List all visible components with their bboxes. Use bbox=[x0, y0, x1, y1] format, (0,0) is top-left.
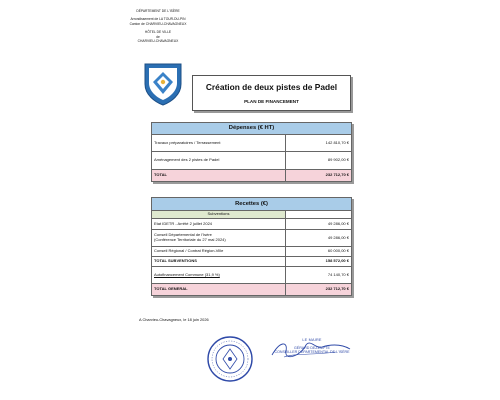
hotel-de-ville-line: HÔTEL DE VILLE bbox=[144, 30, 172, 35]
hotel-de-line: de bbox=[156, 34, 160, 39]
recette-label-multiline bbox=[152, 230, 286, 247]
depenses-table bbox=[151, 122, 352, 182]
total-subventions-row bbox=[152, 257, 352, 267]
recettes-table bbox=[151, 197, 352, 296]
depense-amount: 142 810,70 € bbox=[286, 135, 352, 152]
recette-amount: 49 286,00 € bbox=[286, 230, 352, 247]
total-general-row bbox=[152, 284, 352, 296]
subventions-heading: Subventions bbox=[152, 211, 286, 219]
total-subventions-label: TOTAL SUBVENTIONS bbox=[152, 257, 286, 267]
total-general-label: TOTAL GENERAL bbox=[152, 284, 286, 296]
table-row bbox=[152, 219, 352, 230]
depense-amount: 89 902,00 € bbox=[286, 152, 352, 170]
recette-amount: 49 286,00 € bbox=[286, 219, 352, 230]
depenses-total-label: TOTAL bbox=[152, 170, 286, 182]
recette-label: Etat IDETR - Arrêté 2 juillet 2024 bbox=[152, 219, 286, 230]
autofinancement-label: Autofinancement Commune (31,9 %) bbox=[152, 267, 286, 284]
arrondissement-line: Arrondissement de LA TOUR-DU-PIN bbox=[130, 17, 186, 22]
recette-amount: 60 000,00 € bbox=[286, 247, 352, 257]
document-title: Création de deux pistes de Padel bbox=[205, 82, 338, 92]
table-row bbox=[152, 230, 352, 247]
autofinancement-amount: 74 140,70 € bbox=[286, 267, 352, 284]
table-row bbox=[152, 135, 352, 152]
mayor-role: CONSEILLER DÉPARTEMENTAL DE L'ISÈRE bbox=[274, 350, 350, 354]
table-row bbox=[152, 247, 352, 257]
table-row bbox=[152, 267, 352, 284]
canton-line: Canton de CHARVIEU-CHAVAGNEUX bbox=[129, 21, 187, 26]
table-row bbox=[152, 152, 352, 170]
depenses-heading: Dépenses (€ HT) bbox=[152, 123, 352, 135]
recette-label: Conseil Régional / Contrat Région-Ville bbox=[152, 247, 286, 257]
signoff-date-line: A Charvieu-Chavagneux, le 18 juin 2026 bbox=[139, 317, 209, 322]
title-box bbox=[192, 75, 351, 111]
official-stamp-icon bbox=[206, 335, 254, 383]
recette-label-line2: (Conférence Territoriale du 27 mai 2024) bbox=[154, 237, 226, 242]
hotel-town-line: CHARVIEU-CHAVAGNEUX bbox=[137, 39, 179, 44]
mayor-title: LE MAIRE bbox=[302, 338, 322, 342]
depenses-total-amount: 232 712,70 € bbox=[286, 170, 352, 182]
depenses-total-row bbox=[152, 170, 352, 182]
document-subtitle: PLAN DE FINANCEMENT bbox=[244, 99, 299, 104]
letterhead bbox=[118, 9, 198, 43]
total-general-amount: 232 712,70 € bbox=[286, 284, 352, 296]
total-subventions-amount: 158 572,00 € bbox=[286, 257, 352, 267]
depense-label: Aménagement des 2 pistes de Padel bbox=[152, 152, 286, 170]
depense-label: Travaux préparatoires / Terrassement bbox=[152, 135, 286, 152]
mayor-signature-block bbox=[272, 338, 352, 354]
department-line: DÉPARTEMENT DE L'ISÈRE bbox=[136, 9, 180, 13]
recettes-heading: Recettes (€) bbox=[152, 198, 352, 211]
town-crest-logo-icon bbox=[143, 62, 183, 106]
recette-label-line1: Conseil Départemental de l'Isère bbox=[154, 232, 212, 238]
mayor-name: GÉRARD DEZEMPTE bbox=[294, 346, 330, 350]
